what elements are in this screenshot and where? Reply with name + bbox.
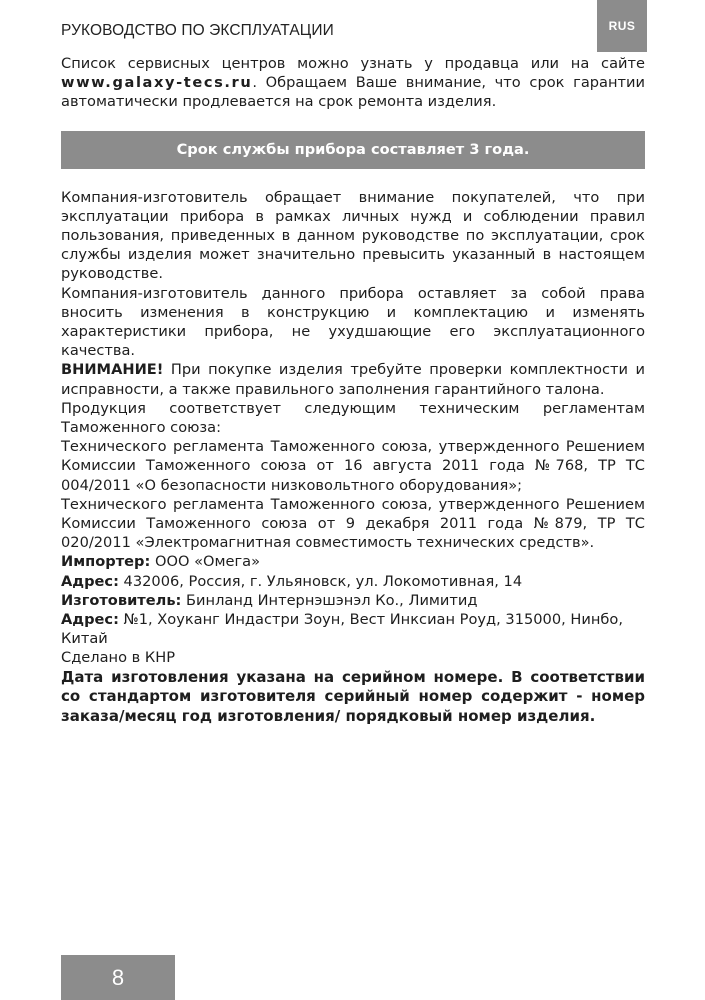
importer-address-line (61, 572, 645, 591)
website-link[interactable]: www.galaxy-tecs.ru (61, 74, 253, 92)
service-centers-paragraph (61, 54, 645, 112)
page-number: 8 (61, 955, 175, 1000)
importer-address-label: Адрес: (61, 572, 119, 590)
service-text-before: Список сервисных центров можно узнать у продавца или на сайте (61, 55, 645, 72)
manufacturer-value: Бинланд Интернэшэнэл Ко., Лимитид (181, 591, 478, 609)
warning-paragraph (61, 360, 645, 398)
importer-line (61, 552, 645, 571)
production-date-note: Дата изготовления указана на серийном номере. В соответствии со стандартом изготовителя серийный номер содержит - номер заказа/месяц год изготовления/ порядковый номер изделия. (61, 667, 645, 725)
manufacturer-label: Изготовитель: (61, 591, 182, 609)
service-text-after: . Обращаем Ваше внимание, что срок гарантии автоматически продлевается на срок ремонта изделия. (61, 74, 645, 111)
importer-label: Импортер: (61, 553, 151, 571)
warning-text: При покупке изделия требуйте проверки комплектности и исправности, а также правильного заполнения гарантийного талона. (61, 361, 645, 398)
service-life-banner: Срок службы прибора составляет 3 года. (61, 131, 645, 169)
warning-label: ВНИМАНИЕ! (61, 361, 164, 379)
manufacturer-address-line (61, 610, 645, 648)
manufacturer-line (61, 591, 645, 610)
page-content (61, 54, 645, 726)
importer-value: ООО «Омега» (150, 553, 261, 571)
regulation-item: Технического регламента Таможенного союза, утвержденного Решением Комиссии Таможенного союза от 9 декабря 2011 года №879, ТР ТС 020/2011 «Электромагнитная совместимость технических средств». (61, 495, 645, 552)
manufacturer-address-label: Адрес: (61, 611, 119, 629)
importer-address-value: 432006, Россия, г. Ульяновск, ул. Локомотивная, 14 (118, 572, 523, 590)
regulation-item: Технического регламента Таможенного союза, утвержденного Решением Комиссии Таможенного союза от 16 августа 2011 года №768, ТР ТС 004/2011 «О безопасности низковольтного оборудования»; (61, 438, 645, 494)
made-in-line: Сделано в КНР (61, 649, 176, 667)
manufacturer-address-value: №1, Хоуканг Индастри Зоун, Вест Инксиан Роуд, 315000, Нинбо, Китай (61, 611, 623, 648)
manufacturer-rights-paragraph: Компания-изготовитель данного прибора оставляет за собой права вносить изменения в конструкцию и комплектацию и изменять характеристики прибора, не ухудшающие его эксплуатационного качества. (61, 284, 645, 360)
service-life-paragraph: Компания-изготовитель обращает внимание покупателей, что при эксплуатации прибора в рамках личных нужд и соблюдении правил пользования, приведенных в данном руководстве по эксплуатации, срок службы изделия может значительно превысить указанный в настоящем руководстве. (61, 188, 645, 283)
language-tab: RUS (597, 0, 647, 52)
regulations-intro: Продукция соответствует следующим техническим регламентам Таможенного союза: (61, 399, 645, 437)
page-header-title: РУКОВОДСТВО ПО ЭКСПЛУАТАЦИИ (61, 22, 334, 39)
